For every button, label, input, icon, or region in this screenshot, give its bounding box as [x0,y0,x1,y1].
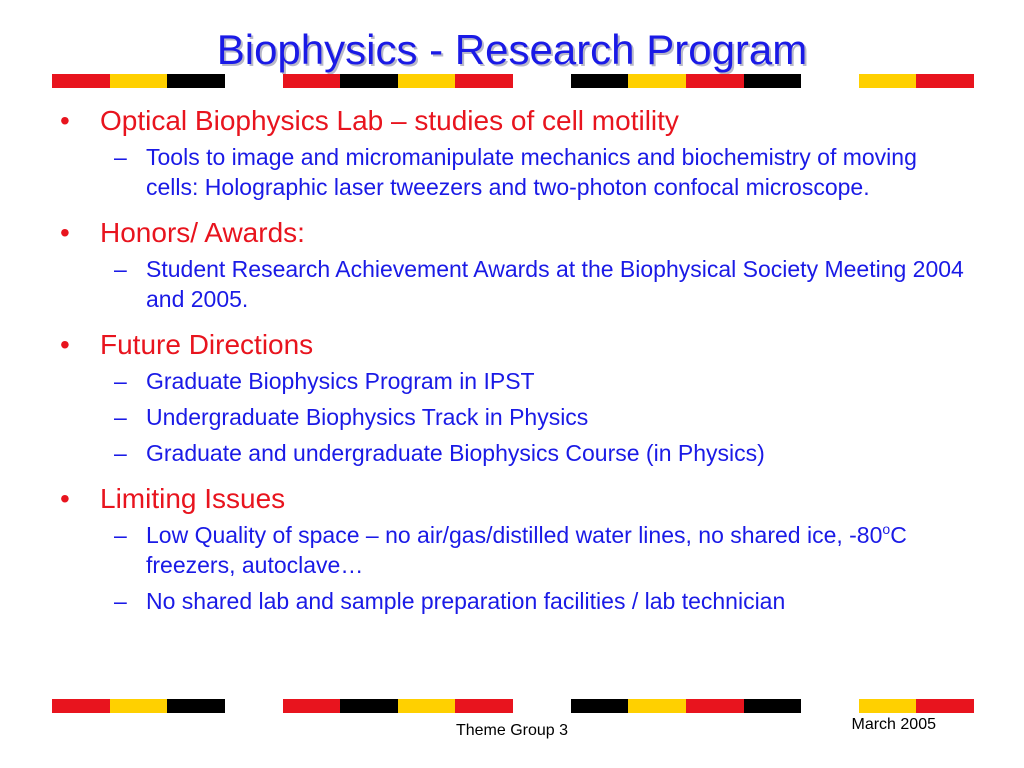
dash-marker: – [114,368,127,394]
bullet-list [56,104,966,622]
sub-bullet-text: No shared lab and sample preparation facilities / lab technician [146,588,786,614]
sub-bullet-item [56,586,966,616]
bullet-marker: • [60,217,70,248]
sub-bullet-item [56,520,966,580]
sub-bullet-text: Undergraduate Biophysics Track in Physics [146,404,589,430]
sub-bullet-text: Student Research Achievement Awards at the Biophysical Society Meeting 2004 and 2005. [146,256,964,312]
bullet-item [56,104,966,138]
dash-marker: – [114,256,127,282]
decorative-stripe-bottom [52,699,974,713]
dash-marker: – [114,404,127,430]
bullet-text: Future Directions [100,329,314,360]
sub-bullet-item [56,254,966,314]
decorative-stripe-top [52,74,974,88]
bullet-text: Limiting Issues [100,483,286,514]
bullet-item [56,328,966,362]
bullet-text: Optical Biophysics Lab – studies of cell motility [100,105,679,136]
sub-bullet-item [56,438,966,468]
bullet-item [56,482,966,516]
footer-group-label: Theme Group 3 [455,722,569,739]
dash-marker: – [114,440,127,466]
degree-superscript: o [882,521,891,537]
sub-bullet-text: Tools to image and micromanipulate mechanics and biochemistry of moving cells: Holographic laser tweezers and two-photon confocal microscope. [146,144,917,200]
bullet-marker: • [60,329,70,360]
sub-bullet-item [56,142,966,202]
sub-bullet-item [56,366,966,396]
sub-bullet-text: Low Quality of space – no air/gas/distilled water lines, no shared ice, -80$^o$C freezers, autoclave… [146,521,907,578]
slide-title: Biophysics - Research Program [216,26,808,73]
footer-date: March 2005 [851,716,936,733]
bullet-item [56,216,966,250]
sub-bullet-item [56,402,966,432]
bullet-marker: • [60,483,70,514]
dash-marker: – [114,522,127,548]
bullet-text: Honors/ Awards: [100,217,305,248]
dash-marker: – [114,144,127,170]
bullet-marker: • [60,105,70,136]
sub-bullet-text: Graduate and undergraduate Biophysics Course (in Physics) [146,440,765,466]
sub-bullet-text: Graduate Biophysics Program in IPST [146,368,535,394]
dash-marker: – [114,588,127,614]
